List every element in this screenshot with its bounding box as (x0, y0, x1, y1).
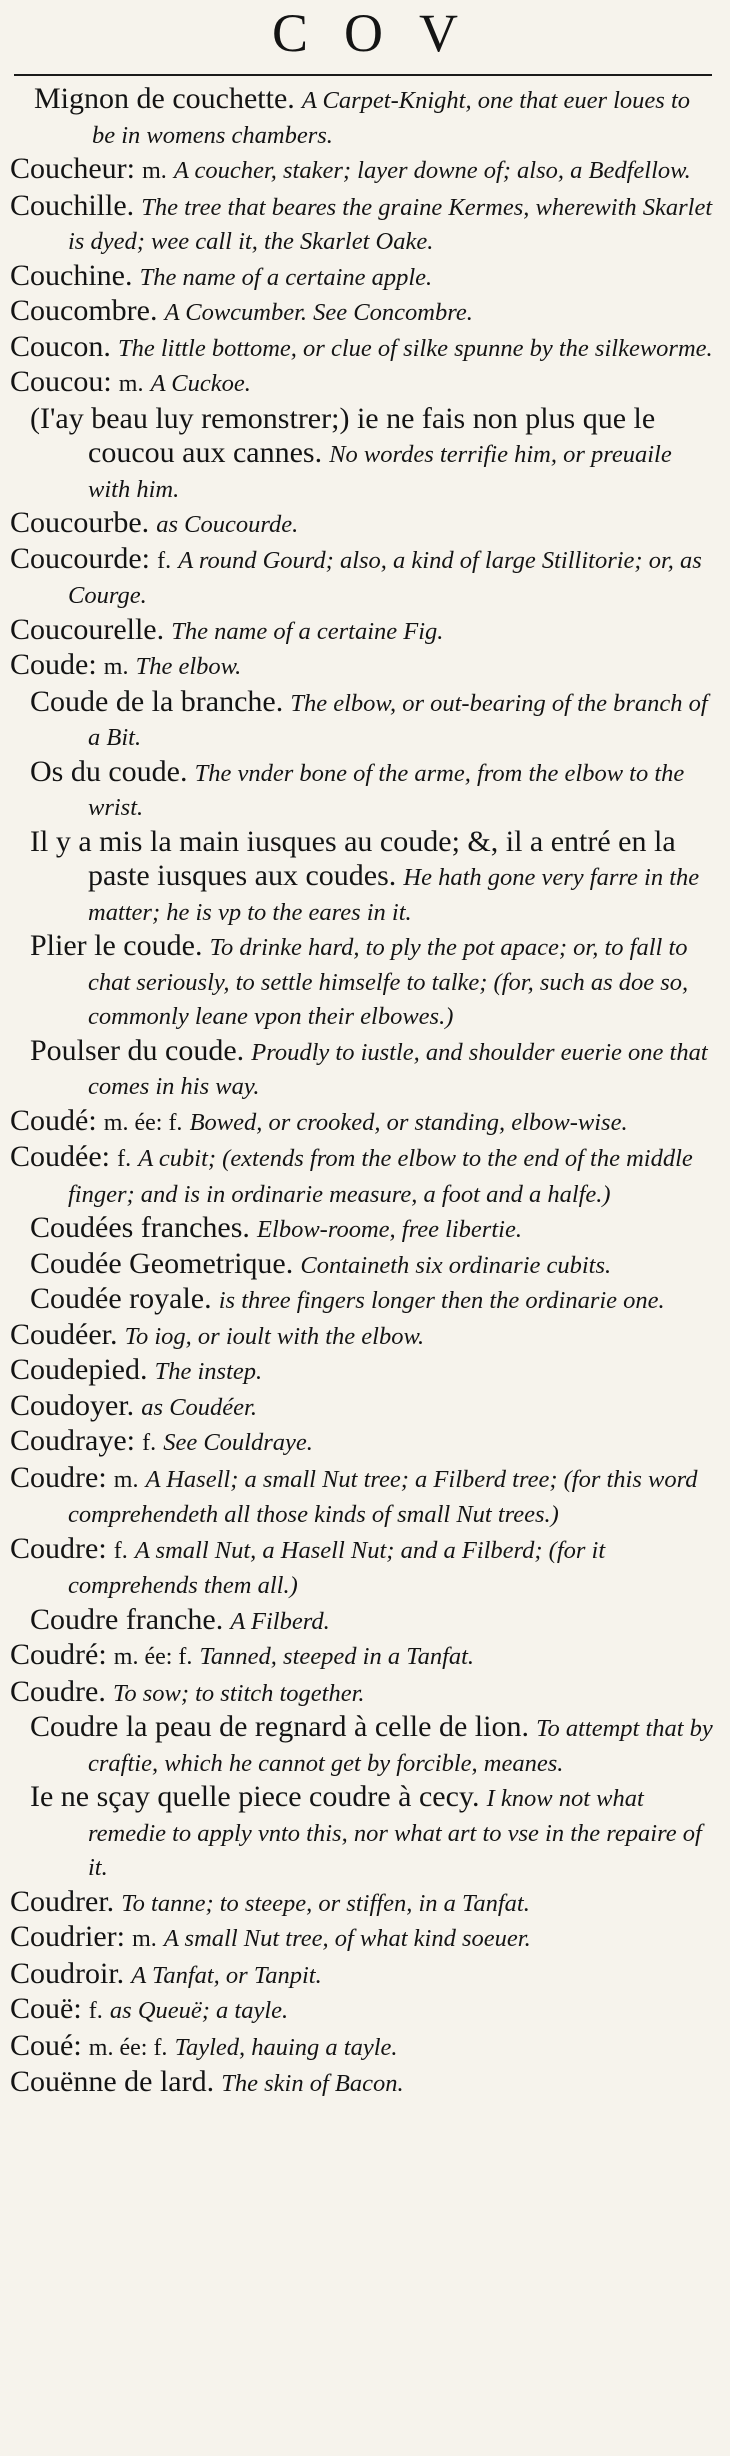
entry-definition: A round Gourd; also, a kind of large Stillitorie; or, as Courge. (68, 546, 702, 609)
entry-definition: Tayled, hauing a tayle. (174, 2033, 398, 2061)
dictionary-entry (10, 2065, 714, 2101)
dictionary-entry (10, 365, 714, 402)
entry-definition: The skin of Bacon. (221, 2070, 404, 2097)
entry-headword: Coudoyer. (10, 1388, 135, 1422)
entry-headword: Coucheur: (10, 152, 135, 185)
dictionary-entry (10, 1532, 714, 1603)
entry-definition: A coucher, staker; layer downe of; also, a Bedfellow. (173, 157, 691, 184)
entry-definition: as Coucourde. (156, 511, 299, 538)
entry-grammar: f. (157, 547, 172, 574)
entry-definition: A Tanfat, or Tanpit. (131, 1961, 322, 1989)
header-rule (14, 74, 712, 76)
entry-definition: To attempt that by craftie, which he cannot get by forcible, meanes. (88, 1715, 713, 1777)
entry-grammar: m. (118, 371, 144, 397)
dictionary-entry (10, 1389, 714, 1425)
entry-headword: Couchille. (10, 188, 135, 222)
dictionary-entry (10, 2029, 714, 2066)
entry-headword: Coucourelle. (10, 612, 165, 646)
entry-definition: No wordes terrifie him, or preuaile with him. (88, 441, 672, 503)
entry-definition: A small Nut, a Hasell Nut; and a Filberd; (for it comprehends them all.) (68, 1536, 606, 1599)
entry-grammar: m. ée: f. (88, 2034, 168, 2061)
entry-grammar: m. (113, 1466, 139, 1493)
dictionary-entry (10, 1780, 714, 1885)
dictionary-entry (10, 613, 714, 649)
dictionary-entry (10, 402, 714, 507)
entry-definition: The instep. (154, 1358, 263, 1385)
entry-definition: as Coudéer. (141, 1393, 257, 1421)
dictionary-entry (10, 825, 714, 930)
entry-definition: A Hasell; a small Nut tree; a Filberd tree; (for this word comprehendeth all those kinds of small Nut trees.) (68, 1465, 698, 1528)
dictionary-entry (10, 330, 714, 366)
entry-definition: is three fingers longer then the ordinarie one. (218, 1287, 665, 1314)
entry-definition: Bowed, or crooked, or standing, elbow-wise. (189, 1108, 628, 1136)
entry-headword: Coudéer. (10, 1317, 118, 1351)
entry-grammar: m. (132, 1926, 157, 1952)
entry-definition: The tree that beares the graine Kermes, wherewith Skarlet is dyed; wee call it, the Skarlet Oake. (68, 193, 713, 255)
dictionary-entry (10, 929, 714, 1034)
entry-grammar: m. ée: f. (103, 1109, 183, 1136)
entry-definition: He hath gone very farre in the matter; he is vp to the eares in it. (88, 864, 700, 926)
entry-definition: The vnder bone of the arme, from the elbow to the wrist. (88, 759, 685, 821)
entry-headword: Mignon de couchette. (34, 82, 295, 115)
dictionary-entry (10, 1353, 714, 1389)
entry-definition: Elbow-roome, free libertie. (257, 1216, 522, 1243)
dictionary-entry (10, 189, 714, 259)
entry-grammar: m. ée: f. (113, 1644, 193, 1670)
dictionary-entry (10, 542, 714, 613)
entry-definition: To drinke hard, to ply the pot apace; or, to fall to chat seriously, to settle himselfe to talke; (for, such as doe so, commonly leane vpon their elbowes.) (88, 934, 689, 1030)
entry-definition: To tanne; to steepe, or stiffen, in a Tanfat. (121, 1889, 530, 1917)
dictionary-entry (10, 1140, 714, 1211)
entry-definition: The elbow, or out-bearing of the branch of a Bit. (88, 689, 708, 751)
entry-grammar: m. (142, 158, 167, 184)
entry-headword: (I'ay beau luy remonstrer;) ie ne fais non plus que le coucou aux cannes. (30, 401, 656, 469)
dictionary-entry (10, 1247, 714, 1283)
dictionary-entry (10, 755, 714, 825)
dictionary-entry (10, 294, 714, 330)
dictionary-entry (10, 648, 714, 685)
entry-headword: Coudre. (10, 1674, 106, 1708)
entry-headword: Coude: (10, 648, 97, 681)
entry-headword: Coudé: (10, 1103, 97, 1137)
entry-definition: Proudly to iustle, and shoulder euerie one that comes in his way. (88, 1038, 708, 1100)
entry-headword: Coudepied. (10, 1353, 148, 1386)
dictionary-entry (10, 1992, 714, 2029)
dictionary-entry (10, 506, 714, 542)
page-header: COV (271, 3, 494, 63)
entry-headword: Coudre: (10, 1460, 107, 1494)
entry-headword: Coude de la branche. (30, 684, 284, 718)
entry-headword: Couchine. (10, 258, 133, 292)
dictionary-entry (10, 1211, 714, 1247)
entry-definition: The little bottome, or clue of silke spunne by the silkeworme. (117, 334, 713, 362)
entry-grammar: f. (117, 1146, 132, 1172)
entry-headword: Coudrer. (10, 1884, 115, 1918)
entry-headword: Coudées franches. (30, 1211, 250, 1244)
dictionary-entry (10, 259, 714, 295)
entry-definition: Tanned, steeped in a Tanfat. (199, 1643, 475, 1670)
entry-definition: The name of a certaine Fig. (171, 617, 444, 645)
entry-headword: Os du coude. (30, 754, 188, 788)
entry-headword: Coudrier: (10, 1920, 125, 1953)
dictionary-entry (10, 1034, 714, 1104)
entry-definition: A Cowcumber. See Concombre. (164, 299, 473, 326)
entry-headword: Coudre franche. (30, 1602, 224, 1636)
entry-headword: Il y a mis la main iusques au coude; &, il a entré en la paste iusques aux coudes. (30, 824, 676, 892)
entry-definition: To iog, or ioult with the elbow. (124, 1322, 425, 1350)
dictionary-entry (10, 1638, 714, 1675)
entry-headword: Coué: (10, 2028, 82, 2062)
entry-definition: The elbow. (135, 653, 242, 680)
entry-headword: Coudraye: (10, 1424, 135, 1457)
entry-definition: To sow; to stitch together. (112, 1679, 365, 1707)
dictionary-entry (10, 1885, 714, 1921)
entry-headword: Plier le coude. (30, 929, 203, 962)
entry-headword: Coucon. (10, 329, 111, 363)
entry-headword: Coucou: (10, 365, 112, 398)
dictionary-entry (10, 1424, 714, 1461)
entry-headword: Coudre: (10, 1531, 107, 1565)
dictionary-entry (10, 1461, 714, 1532)
entry-list (10, 82, 714, 2101)
entry-headword: Ie ne sçay quelle piece coudre à cecy. (30, 1780, 480, 1813)
entry-definition: A small Nut tree, of what kind soeuer. (163, 1925, 531, 1952)
entry-headword: Coudée: (10, 1140, 110, 1173)
entry-definition: Containeth six ordinarie cubits. (300, 1251, 612, 1279)
entry-headword: Coudroir. (10, 1956, 125, 1990)
dictionary-entry (10, 1957, 714, 1993)
dictionary-entry (10, 1318, 714, 1354)
dictionary-entry (10, 1282, 714, 1318)
entry-headword: Coucombre. (10, 294, 158, 327)
entry-headword: Coudre la peau de regnard à celle de lion. (30, 1710, 529, 1743)
dictionary-entry (10, 1104, 714, 1141)
dictionary-entry (10, 152, 714, 189)
entry-definition: A Cuckoe. (150, 370, 251, 397)
entry-grammar: m. (103, 654, 129, 680)
entry-definition: The name of a certaine apple. (139, 263, 433, 291)
entry-definition: as Queuë; a tayle. (109, 1997, 289, 2024)
dictionary-entry (10, 1603, 714, 1639)
entry-headword: Coucourbe. (10, 506, 150, 539)
entry-definition: A cubit; (extends from the elbow to the end of the middle finger; and is in ordinarie measure, a foot and a halfe.) (68, 1145, 693, 1208)
entry-definition: A Carpet-Knight, one that euer loues to be in womens chambers. (92, 87, 691, 149)
dictionary-entry (10, 1920, 714, 1957)
entry-definition: I know not what remedie to apply vnto this, nor what art to vse in the repaire of it. (88, 1785, 702, 1881)
dictionary-entry (10, 685, 714, 755)
entry-headword: Poulser du coude. (30, 1033, 245, 1067)
entry-headword: Coucourde: (10, 541, 150, 575)
dictionary-entry (10, 1675, 714, 1711)
entry-headword: Coudré: (10, 1638, 107, 1671)
entry-definition: A Filberd. (230, 1607, 330, 1635)
entry-definition: See Couldraye. (163, 1429, 313, 1456)
entry-grammar: f. (113, 1537, 128, 1564)
dictionary-entry (10, 1710, 714, 1780)
entry-headword: Couënne de lard. (10, 2065, 215, 2098)
dictionary-entry (10, 82, 714, 152)
entry-headword: Couë: (10, 1992, 82, 2025)
entry-headword: Coudée Geometrique. (30, 1246, 294, 1280)
entry-headword: Coudée royale. (30, 1282, 212, 1315)
entry-grammar: f. (142, 1430, 157, 1456)
entry-grammar: f. (88, 1998, 103, 2024)
